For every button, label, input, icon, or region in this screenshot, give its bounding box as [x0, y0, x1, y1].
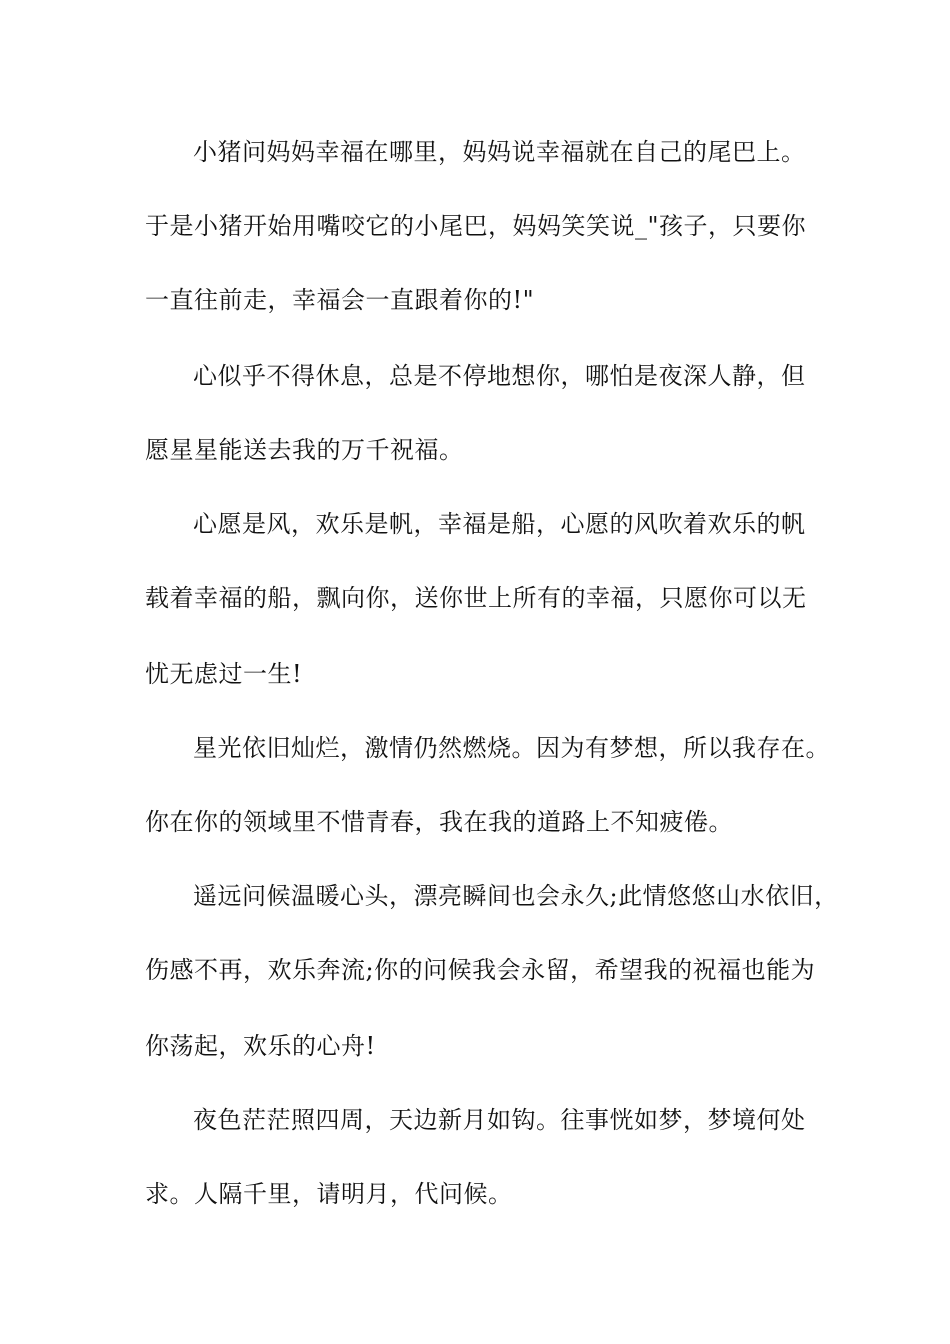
- paragraph-1-line-2: 于是小猪开始用嘴咬它的小尾巴，妈妈笑笑说_"孩子，只要你: [145, 212, 807, 240]
- paragraph-6-line-2: 求。人隔千里，请明月，代问候。: [145, 1180, 513, 1208]
- paragraph-2-line-1: 心似乎不得休息，总是不停地想你，哪怕是夜深人静，但: [193, 362, 806, 390]
- paragraph-1-line-3: 一直往前走，幸福会一直跟着你的!": [145, 286, 535, 314]
- paragraph-3-line-1: 心愿是风，欢乐是帆，幸福是船，心愿的风吹着欢乐的帆: [193, 510, 806, 538]
- paragraph-5-line-3: 你荡起，欢乐的心舟!: [145, 1032, 376, 1060]
- paragraph-3-line-3: 忧无虑过一生!: [145, 660, 303, 688]
- paragraph-2-line-2: 愿星星能送去我的万千祝福。: [145, 436, 464, 464]
- paragraph-1-line-1: 小猪问妈妈幸福在哪里，妈妈说幸福就在自己的尾巴上。: [193, 138, 806, 166]
- paragraph-3-line-2: 载着幸福的船，飘向你，送你世上所有的幸福，只愿你可以无: [145, 584, 807, 612]
- paragraph-4-line-1: 星光依旧灿烂，激情仍然燃烧。因为有梦想，所以我存在。: [193, 734, 830, 762]
- paragraph-5-line-2: 伤感不再，欢乐奔流;你的问候我会永留，希望我的祝福也能为: [145, 956, 816, 984]
- paragraph-6-line-1: 夜色茫茫照四周，天边新月如钩。往事恍如梦，梦境何处: [193, 1106, 806, 1134]
- paragraph-5-line-1: 遥远问候温暖心头，漂亮瞬间也会永久;此情悠悠山水依旧，: [193, 882, 839, 910]
- paragraph-4-line-2: 你在你的领域里不惜青春，我在我的道路上不知疲倦。: [145, 808, 733, 836]
